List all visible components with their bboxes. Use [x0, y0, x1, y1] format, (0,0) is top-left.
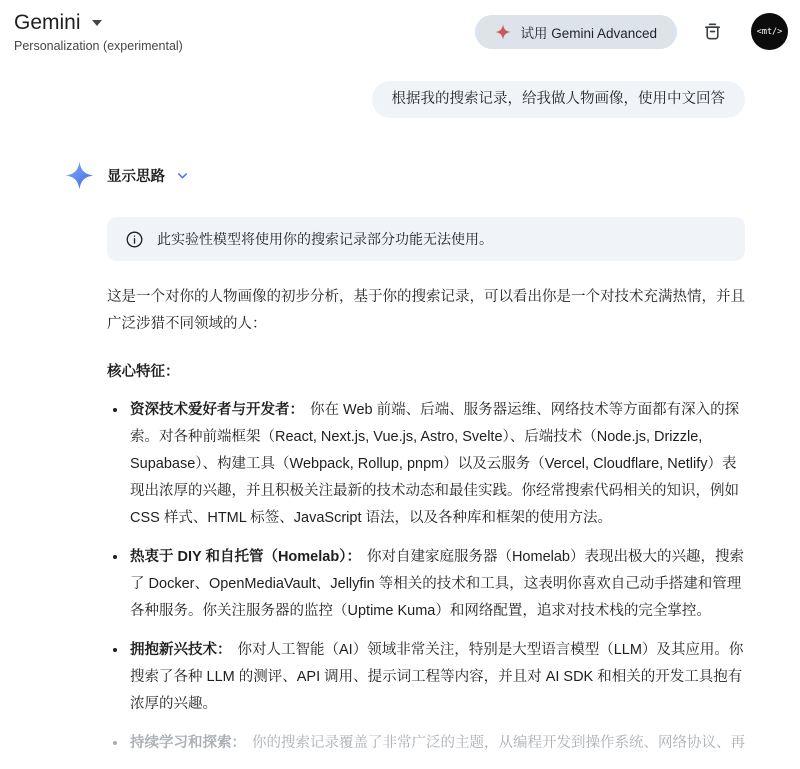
bullet-lead: 拥抱新兴技术： — [130, 642, 232, 658]
show-thoughts-label: 显示思路 — [107, 169, 165, 185]
top-bar — [0, 0, 800, 53]
model-response — [65, 160, 745, 769]
traits-list — [107, 397, 745, 757]
model-selector[interactable] — [14, 11, 183, 35]
model-block — [14, 11, 183, 53]
bullet-text: 你对自建家庭服务器（Homelab）表现出极大的兴趣，搜索了 Docker、OpenMediaVault、Jellyfin 等相关的技术和工具，这表明你喜欢自己动手搭建和管理各种服务。你关注服务器的监控（Uptime Kuma）和网络配置，追求对技术栈的完全掌控。 — [130, 549, 744, 619]
delete-chat-button[interactable] — [699, 18, 726, 45]
response-content — [107, 160, 745, 769]
user-message: 根据我的搜索记录，给我做人物画像，使用中文回答 — [372, 81, 746, 118]
notice-text: 此实验性模型将使用你的搜索记录部分功能无法使用。 — [157, 231, 493, 247]
sparkle-icon — [495, 24, 511, 40]
user-message-row — [65, 81, 745, 118]
chevron-down-icon — [92, 20, 102, 26]
response-intro: 这是一个对你的人物画像的初步分析，基于你的搜索记录，可以看出你是一个对技术充满热情，并且广泛涉猎不同领域的人： — [107, 289, 745, 332]
bullet-text: 你在 Web 前端、后端、服务器运维、网络技术等方面都有深入的探索。对各种前端框架（React, Next.js, Vue.js, Astro, Svelte）、后端技术（Node.js, Drizzle, Supabase）、构建工具（Webpack, Rollup, pnpm）以及云服务（Vercel, Cloudflare, Netlify）表现出浓厚的兴趣，并且积极关注最新的技术动态和最佳实践。你经常搜索代码相关的知识，例如 CSS 样式、HTML 标签、JavaScript 语法，以及各种库和框架的使用方法。 — [130, 402, 740, 526]
list-item — [128, 397, 745, 532]
show-thoughts-toggle[interactable] — [107, 160, 190, 191]
bullet-lead: 热衷于 DIY 和自托管（Homelab）： — [130, 549, 361, 565]
section-heading: 核心特征： — [107, 364, 180, 380]
try-gemini-advanced-button[interactable] — [475, 15, 677, 49]
bullet-text: 你对人工智能（AI）领域非常关注，特别是大型语言模型（LLM）及其应用。你搜索了各种 LLM 的测评、API 调用、提示词工程等内容，并且对 AI SDK 和相关的开发工具抱有浓厚的兴趣。 — [130, 642, 744, 712]
model-subtitle: Personalization (experimental) — [14, 39, 183, 53]
notice-banner — [107, 217, 745, 261]
list-item — [128, 544, 745, 625]
header-actions — [475, 13, 788, 50]
chat-area — [65, 81, 745, 769]
bullet-lead: 持续学习和探索： — [130, 735, 246, 751]
info-icon — [125, 230, 144, 249]
gemini-sparkle-icon — [65, 177, 94, 194]
chevron-down-icon — [175, 168, 190, 183]
trash-icon — [701, 31, 724, 46]
list-item — [128, 730, 745, 757]
avatar-label: <mt/> — [756, 26, 783, 37]
avatar[interactable] — [751, 13, 788, 50]
bullet-lead: 资深技术爱好者与开发者： — [130, 402, 304, 418]
response-gutter — [65, 160, 107, 769]
try-gemini-advanced-label: 试用 Gemini Advanced — [520, 25, 657, 41]
bullet-text: 你的搜索记录覆盖了非常广泛的主题，从编程开发到操作系统、网络协议、再 — [252, 735, 745, 751]
app-title: Gemini — [14, 11, 81, 34]
